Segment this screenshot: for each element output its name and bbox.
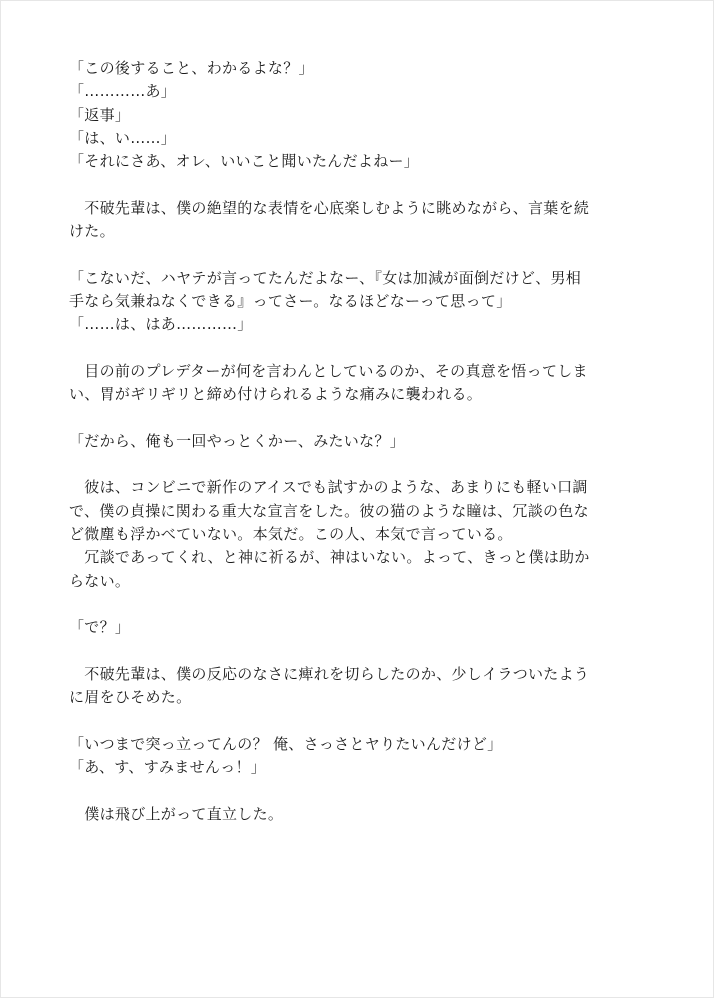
body-text	[69, 57, 659, 826]
text-line: らない。	[69, 571, 131, 590]
blank-line	[69, 593, 659, 616]
blank-line	[69, 709, 659, 732]
text-line: 「……は、はあ…………」	[69, 315, 253, 334]
text-line: 手なら気兼ねなくできる』ってさー。なるほどなーって思って」	[69, 291, 512, 310]
text-line: 彼は、コンビニで新作のアイスでも試すかのような、あまりにも軽い口調	[69, 478, 588, 497]
text-line: 「返事」	[69, 105, 131, 124]
text-line: に眉をひそめた。	[69, 688, 192, 707]
text-line: 「だから、俺も一回やっとくかー、みたいな？」	[69, 431, 406, 450]
text-line: けた。	[69, 222, 115, 241]
blank-line	[69, 243, 659, 266]
blank-line	[69, 337, 659, 360]
text-line: 「は、い……」	[69, 128, 177, 147]
text-line: 「こないだ、ハヤテが言ってたんだよなー、『女は加減が面倒だけど、男相	[69, 268, 582, 287]
text-line: 「この後すること、わかるよな？」	[69, 59, 314, 77]
text-line: い、胃がギリギリと締め付けられるような痛みに襲われる。	[69, 385, 483, 404]
text-line: 冗談であってくれ、と神に祈るが、神はいない。よって、きっと僕は助か	[69, 548, 590, 567]
text-line: ど微塵も浮かべていない。本気だ。この人、本気で言っている。	[69, 524, 513, 543]
blank-line	[69, 453, 659, 476]
blank-line	[69, 173, 659, 196]
text-line: で、僕の貞操に関わる重大な宣言をした。彼の猫のような瞳は、冗談の色な	[69, 501, 589, 520]
blank-line	[69, 639, 659, 662]
text-line: 「…………あ」	[69, 82, 177, 101]
text-line: 目の前のプレデターが何を言わんとしているのか、その真意を悟ってしま	[69, 361, 588, 380]
blank-line	[69, 406, 659, 429]
text-line: 「あ、す、すみませんっ！」	[69, 757, 267, 776]
text-line: 「いつまで突っ立ってんの？ 俺、さっさとヤりたいんだけど」	[69, 734, 503, 753]
text-line: 不破先輩は、僕の反応のなさに痺れを切らしたのか、少しイラついたよう	[69, 664, 590, 683]
text-line: 「それにさあ、オレ、いいこと聞いたんだよねー」	[69, 152, 420, 171]
text-line: 不破先輩は、僕の絶望的な表情を心底楽しむように眺めながら、言葉を続	[69, 198, 590, 217]
text-line: 僕は飛び上がって直立した。	[69, 804, 284, 823]
blank-line	[69, 779, 659, 802]
text-line: 「で？」	[69, 618, 131, 637]
